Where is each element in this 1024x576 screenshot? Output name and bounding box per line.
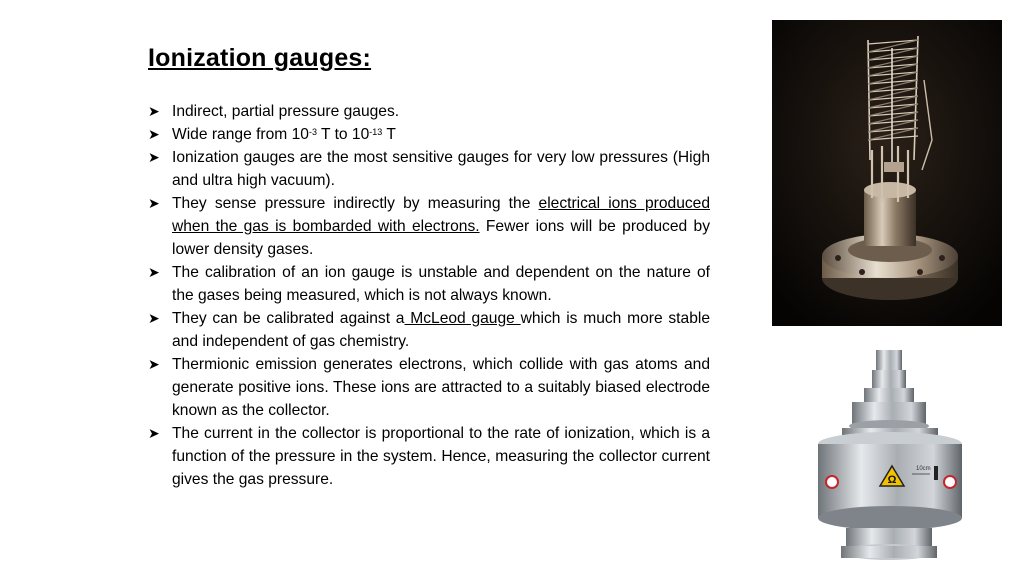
bullet-text: Ionization gauges are the most sensitive gauges for very low pressures (High and ultra high vacuum). (172, 149, 710, 189)
bullet-item (148, 100, 710, 123)
bullet-item (148, 422, 710, 491)
bullet-item (148, 353, 710, 422)
bullet-list (148, 100, 710, 491)
arrowhead-bullet-icon: ➤ (148, 195, 160, 211)
arrowhead-bullet-icon: ➤ (148, 264, 160, 280)
arrowhead-bullet-icon: ➤ (148, 103, 160, 119)
bullet-text: They can be calibrated against a (172, 310, 405, 327)
arrowhead-bullet-icon: ➤ (148, 310, 160, 326)
exponent: -3 (308, 127, 317, 137)
bullet-text: The current in the collector is proportional to the rate of ionization, which is a function of the pressure in the system. Hence, measuring the collector current gives the gas pressure. (172, 425, 710, 488)
bullet-text: which is much more stable and independent of gas chemistry. (172, 310, 710, 350)
underlined-phrase: McLeod gauge (404, 310, 521, 327)
svg-text:Ω: Ω (887, 474, 897, 486)
arrowhead-bullet-icon: ➤ (148, 126, 160, 142)
bullet-text: The calibration of an ion gauge is unstable and dependent on the nature of the gases being measured, which is not always known. (172, 264, 710, 304)
exponent: -13 (369, 127, 383, 137)
gauge-head-photo (812, 346, 968, 568)
bullet-item (148, 192, 710, 261)
bullet-text: Indirect, partial pressure gauges. (172, 103, 400, 120)
bullet-text: Wide range from 10 (172, 126, 309, 143)
bullet-text: T to 10 (316, 126, 370, 143)
bullet-item (148, 307, 710, 353)
ionization-gauge-photo (772, 20, 1002, 326)
bullet-item (148, 123, 710, 146)
bullet-item (148, 261, 710, 307)
bullet-text: T (382, 126, 396, 143)
arrowhead-bullet-icon: ➤ (148, 356, 160, 372)
slide-title: Ionization gauges: (148, 44, 372, 72)
bullet-text: They sense pressure indirectly by measuring the (172, 195, 539, 212)
bullet-item (148, 146, 710, 192)
arrowhead-bullet-icon: ➤ (148, 149, 160, 165)
scale-label: 10cm (916, 466, 931, 472)
bullet-text: Thermionic emission generates electrons, which collide with gas atoms and generate positive ions. These ions are attracted to a suitably biased electrode known as the collector. (172, 356, 710, 419)
underlined-phrase: electrical ions produced when the gas is bombarded with electrons. (172, 195, 711, 235)
bullet-text: Fewer ions will be produced by lower density gases. (172, 218, 710, 258)
arrowhead-bullet-icon: ➤ (148, 425, 160, 441)
